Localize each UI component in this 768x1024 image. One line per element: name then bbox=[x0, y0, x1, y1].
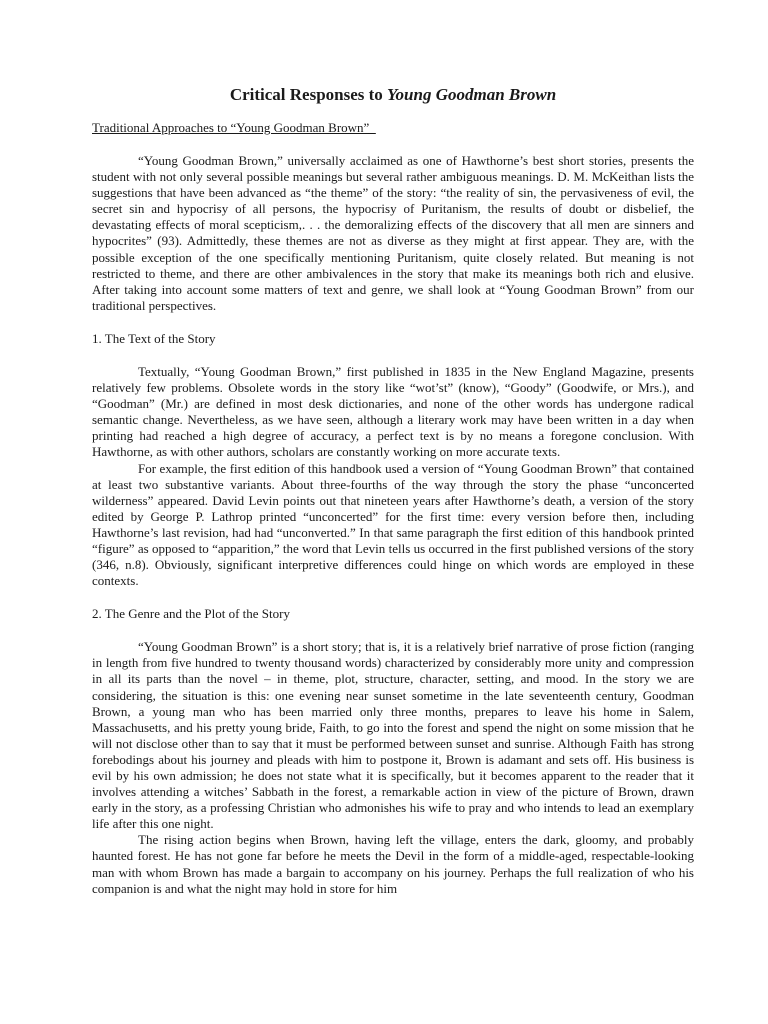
title-italic: Young Goodman Brown bbox=[387, 85, 557, 104]
page-title bbox=[92, 84, 694, 106]
text-paragraph-1: Textually, “Young Goodman Brown,” first published in 1835 in the New England Magazine, presents relatively few problems. Obsolete words in the story like “wot’st” (know), “Goody” (Goodwife, or Mrs.), and “Goodman” (Mr.) are defined in most desk dictionaries, and none of the other words has undergone radical semantic change. Nevertheless, as we have seen, although a literary work may have been written in a day when printing had reached a high degree of accuracy, a perfect text is by no means a foregone conclusion. With Hawthorne, as with other authors, scholars are constantly working on more accurate texts. bbox=[92, 363, 694, 460]
section-heading: Traditional Approaches to “Young Goodman Brown” bbox=[92, 120, 376, 135]
document-page bbox=[92, 84, 694, 897]
text-heading: 1. The Text of the Story bbox=[92, 330, 216, 346]
genre-heading: 2. The Genre and the Plot of the Story bbox=[92, 606, 290, 622]
genre-paragraph-1: “Young Goodman Brown” is a short story; that is, it is a relatively brief narrative of prose fiction (ranging in length from five hundred to twenty thousand words) characterized by considerably more unity and compression in all its parts than the novel – in theme, plot, structure, character, setting, and mood. In the story we are considering, the situation is this: one evening near sunset sometime in the late seventeenth century, Goodman Brown, a young man who has been married only three months, prepares to leave his home in Salem, Massachusetts, and his pretty young bride, Faith, to go into the forest and spend the night on some mission that he will not disclose other than to say that it must be performed between sunset and sunrise. Although Faith has strong forebodings about his journey and pleads with him to postpone it, Brown is adamant and sets off. His business is evil by his own admission; he does not state what it is specifically, but it becomes apparent to the reader that it involves attending a witches’ Sabbath in the forest, a remarkable action in view of the picture of Brown, drawn early in the story, as a professing Christian who admonishes his wife to pray and who intends to lead an exemplary life after this one night. bbox=[92, 639, 694, 832]
title-prefix: Critical Responses to bbox=[229, 85, 388, 104]
text-paragraph-2: For example, the first edition of this handbook used a version of “Young Goodman Brown” that contained at least two substantive variants. About three-fourths of the way through the story the phase “unconcerted wilderness” appeared. David Levin points out that nineteen years after Hawthorne’s death, a version of the story edited by George P. Lathrop printed “unconcerted” for the first time: every version before then, including Hawthorne’s last revision, had had “unconverted.” In that same paragraph the first edition of this handbook printed “figure” as opposed to “apparition,” the word that Levin tells us occurred in the first published versions of the story (346, n.8). Obviously, significant interpretive differences could hinge on which words are employed in these contexts. bbox=[92, 460, 694, 589]
intro-paragraph: “Young Goodman Brown,” universally acclaimed as one of Hawthorne’s best short stories, presents the student with not only several possible meanings but several rather ambiguous meanings. D. M. McKeithan lists the suggestions that have been advanced as “the theme” of the story: “the reality of sin, the pervasiveness of evil, the secret sin and hypocrisy of all persons, the hypocrisy of Puritanism, the results of doubt or disbelief, the devastating effects of moral scepticism,. . . the demoralizing effects of the discovery that all men are sinners and hypocrites” (93). Admittedly, these themes are not as diverse as they might at first appear. They are, with the possible exception of the one specifically mentioning Puritanism, quite closely related. But meaning is not restricted to theme, and there are other ambivalences in the story that make its meanings both rich and elusive. After taking into account some matters of text and genre, we shall look at “Young Goodman Brown” from our traditional perspectives. bbox=[92, 153, 694, 313]
genre-paragraph-2: The rising action begins when Brown, having left the village, enters the dark, gloomy, and probably haunted forest. He has not gone far before he meets the Devil in the form of a middle-aged, respectable-looking man with whom Brown has made a bargain to accompany on his journey. Perhaps the full realization of who his companion is and what the night may hold in store for him bbox=[92, 832, 694, 896]
